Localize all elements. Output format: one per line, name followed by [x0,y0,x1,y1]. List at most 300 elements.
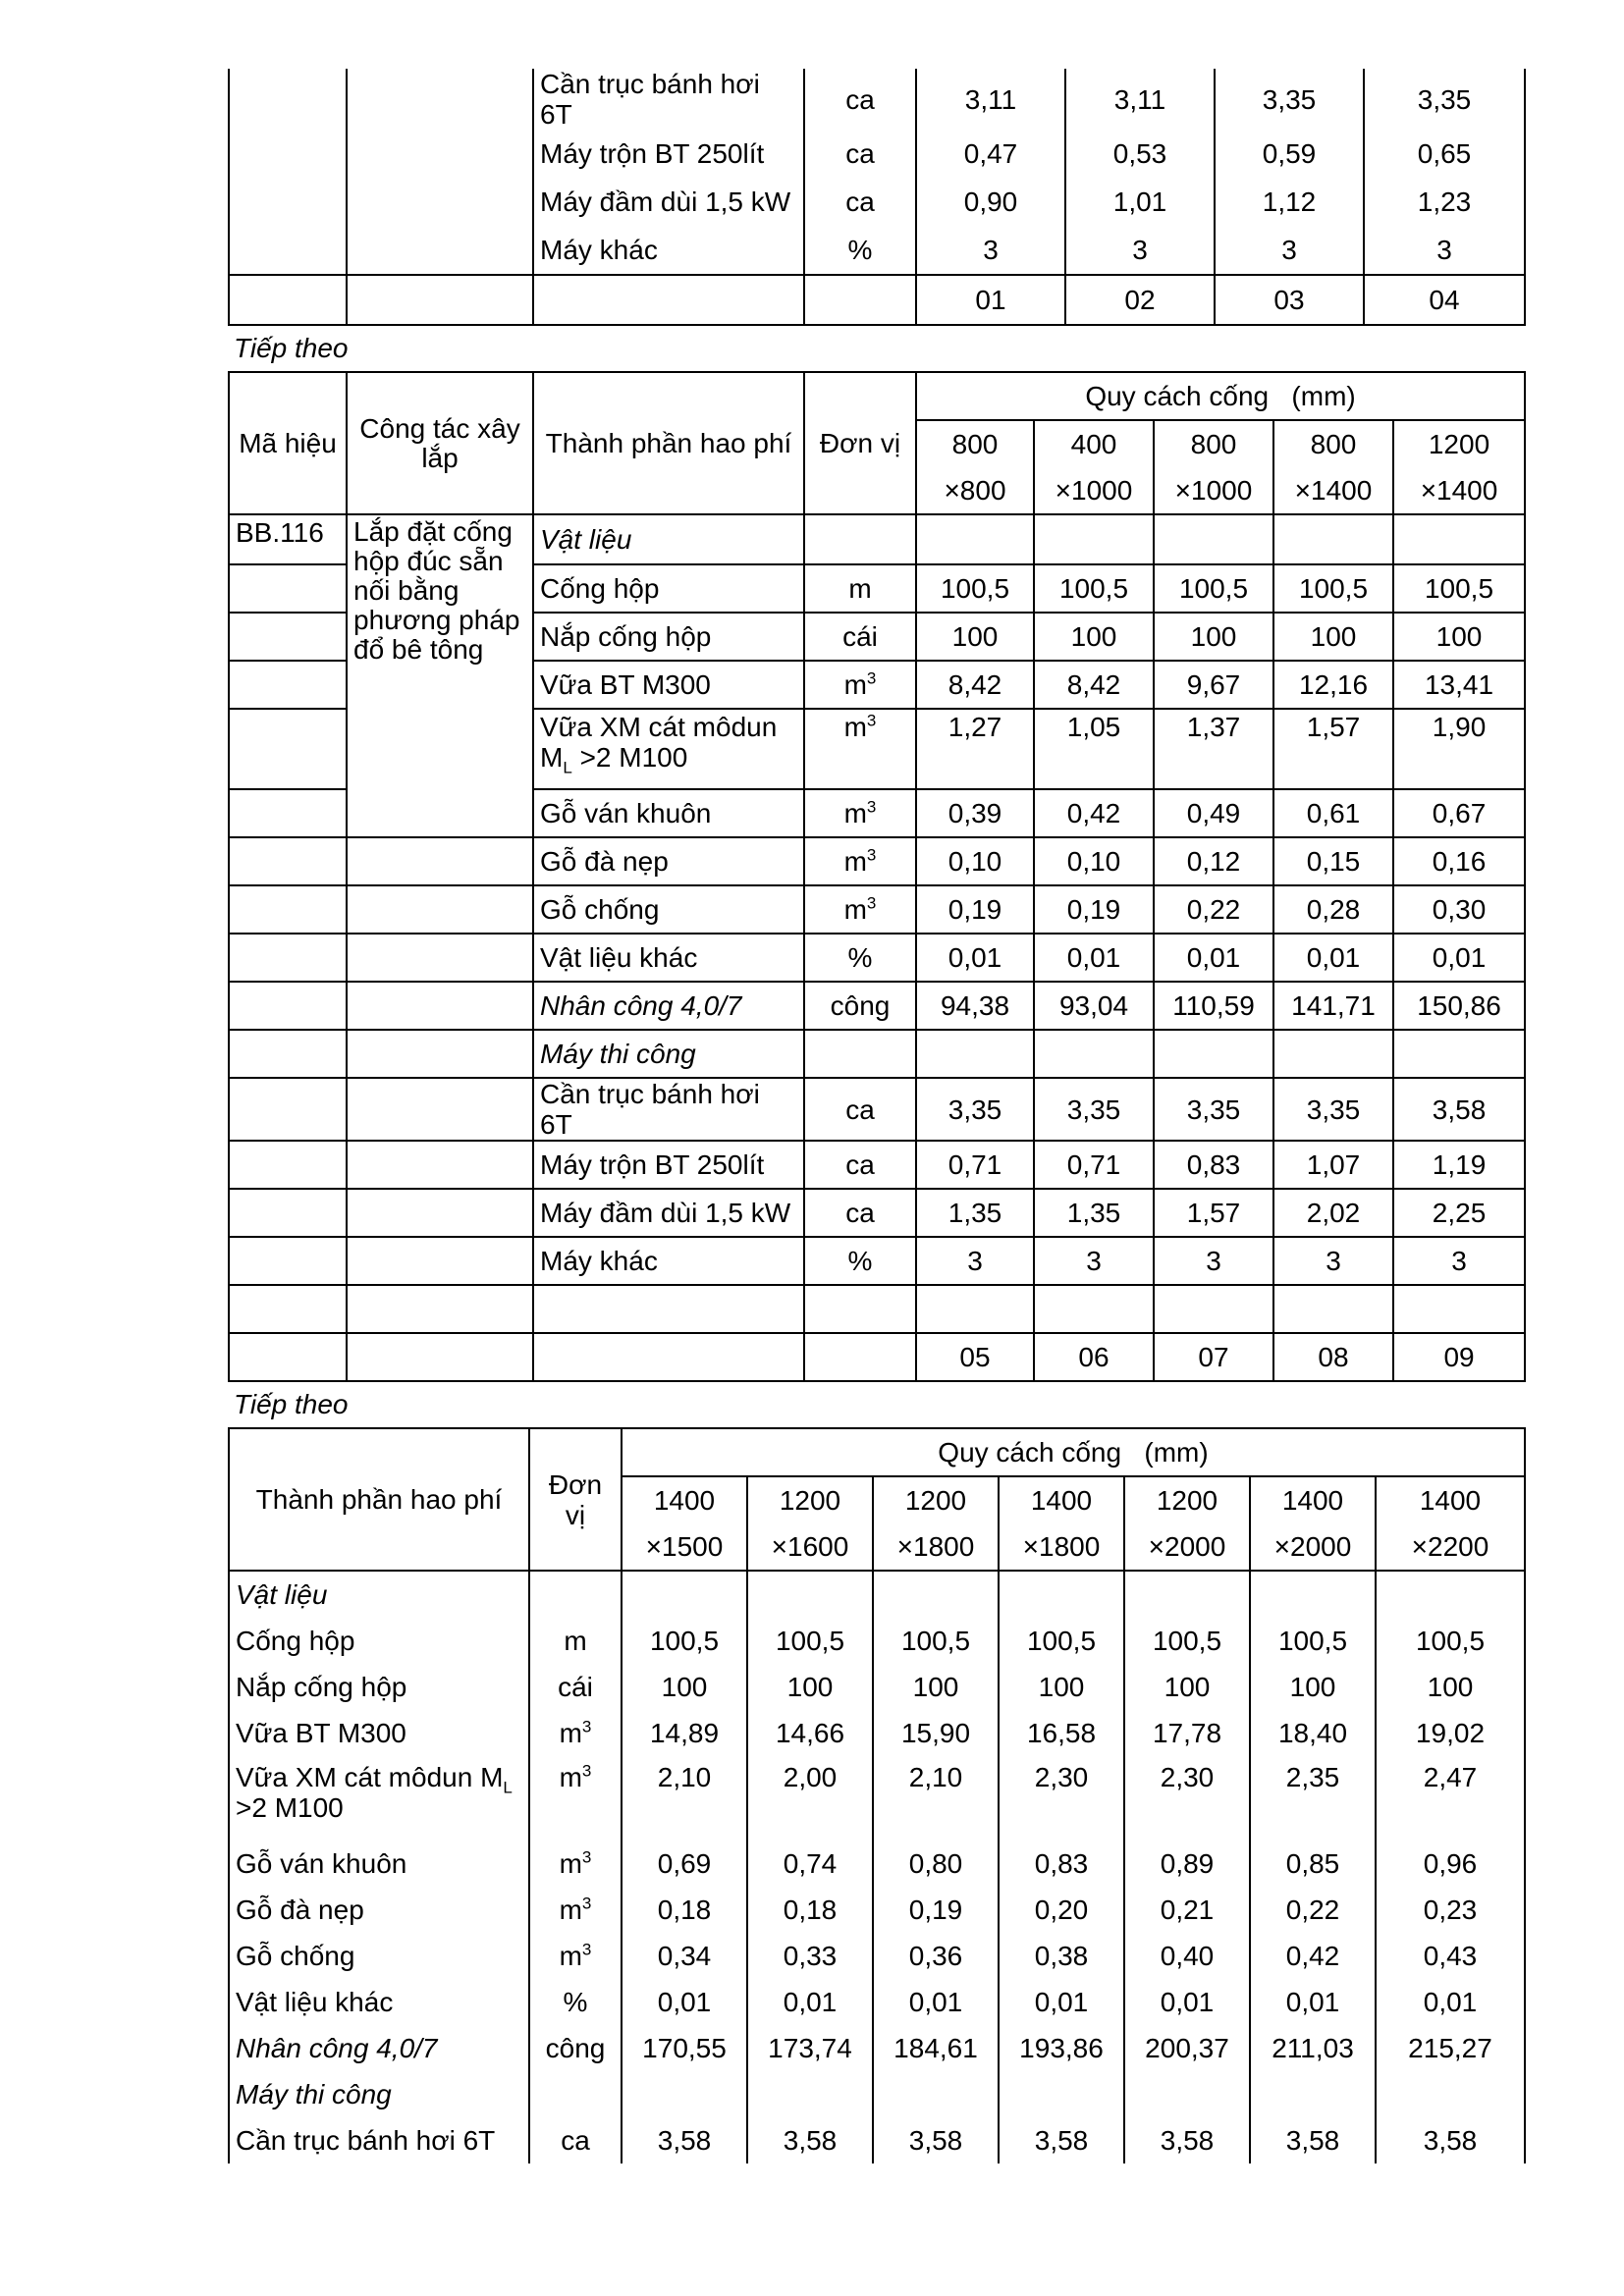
size-dimension-top: 1400 [1250,1476,1376,1523]
value-cell: 0,71 [1034,1141,1154,1189]
unit-cell: ca [804,178,916,226]
unit-cell: $m^3$ [529,1710,622,1756]
value-cell: 0,10 [916,837,1034,885]
unit-cell: cái [804,613,916,661]
component-name: Máy trộn BT 250lít [533,1141,804,1189]
table-row [229,2117,1525,2163]
value-cell: 0,96 [1376,1841,1525,1887]
value-cell: 141,71 [1273,982,1393,1030]
norm-table-3 [228,1427,1526,2163]
size-dimension-bottom: ×1500 [622,1523,747,1571]
value-cell [916,1285,1034,1333]
column-code: 01 [916,275,1065,325]
value-cell [1250,1571,1376,1618]
value-cell: 2,47 [1376,1756,1525,1841]
component-name: Vật liệu khác [533,934,804,982]
value-cell: 0,01 [747,1979,873,2025]
size-dimension-bottom: ×2000 [1124,1523,1250,1571]
value-cell: 0,42 [1250,1933,1376,1979]
empty-cell [533,275,804,325]
value-cell: 100 [999,1664,1124,1710]
unit-cell: $m^3$ [529,1756,622,1841]
value-cell: 215,27 [1376,2025,1525,2071]
value-cell: 150,86 [1393,982,1525,1030]
description-cell [347,885,533,934]
unit-cell: ca [804,1141,916,1189]
value-cell: 100,5 [1034,564,1154,613]
value-cell [1154,514,1273,564]
size-dimension-top: 1200 [873,1476,999,1523]
header-quy-cach: Quy cách cống (mm) [916,372,1525,420]
description-cell [347,1141,533,1189]
value-cell: 3,35 [1154,1078,1273,1141]
value-cell [1154,1030,1273,1078]
value-cell: 3,58 [747,2117,873,2163]
value-cell: 3,58 [1393,1078,1525,1141]
value-cell: 110,59 [1154,982,1273,1030]
value-cell: 100,5 [1273,564,1393,613]
value-cell: 1,90 [1393,709,1525,789]
value-cell: 0,01 [999,1979,1124,2025]
table-row [229,226,1525,275]
table-row [229,130,1525,178]
unit-cell: % [804,226,916,275]
value-cell: 1,35 [916,1189,1034,1237]
header-thanh-phan: Thành phần hao phí [229,1428,529,1571]
value-cell: 1,23 [1364,178,1525,226]
unit-cell: m [804,564,916,613]
unit-cell: công [529,2025,622,2071]
component-name [533,1285,804,1333]
value-cell: 100 [1034,613,1154,661]
component-name: Gỗ đà nẹp [229,1887,529,1933]
size-dimension-top: 800 [1273,420,1393,467]
value-cell: 0,01 [1124,1979,1250,2025]
table-row [229,1333,1525,1381]
value-cell: 2,25 [1393,1189,1525,1237]
size-dimension-top: 1200 [1393,420,1525,467]
value-cell: 3 [1065,226,1215,275]
table-row [229,1285,1525,1333]
value-cell: 100,5 [622,1618,747,1664]
section-heading: Vật liệu [533,514,804,564]
table-row [229,514,1525,564]
value-cell: 12,16 [1273,661,1393,709]
empty-cell [804,275,916,325]
value-cell: 8,42 [916,661,1034,709]
size-dimension-bottom: ×1400 [1273,467,1393,514]
value-cell: 0,22 [1250,1887,1376,1933]
component-name: Máy khác [533,1237,804,1285]
unit-cell: m [529,1618,622,1664]
value-cell: 94,38 [916,982,1034,1030]
value-cell: 0,10 [1034,837,1154,885]
value-cell: 0,90 [916,178,1065,226]
value-cell [1376,2071,1525,2117]
value-cell: 0,30 [1393,885,1525,934]
component-name: Cống hộp [229,1618,529,1664]
value-cell: 0,28 [1273,885,1393,934]
code-cell [229,661,347,709]
size-dimension-bottom: ×1600 [747,1523,873,1571]
unit-cell: ca [804,1078,916,1141]
value-cell: 2,30 [1124,1756,1250,1841]
value-cell: 3,58 [873,2117,999,2163]
table-row [229,1756,1525,1841]
size-dimension-top: 1200 [747,1476,873,1523]
code-cell [229,69,347,130]
value-cell: 17,78 [1124,1710,1250,1756]
description-cell [347,1237,533,1285]
value-cell: 0,01 [1154,934,1273,982]
value-cell [1393,514,1525,564]
unit-cell: $m^3$ [804,837,916,885]
value-cell: 100 [1273,613,1393,661]
value-cell: 184,61 [873,2025,999,2071]
component-name: Nắp cống hộp [533,613,804,661]
component-name: Nhân công 4,0/7 [533,982,804,1030]
value-cell: 0,15 [1273,837,1393,885]
value-cell: 100 [1250,1664,1376,1710]
value-cell [1154,1285,1273,1333]
value-cell [1273,1285,1393,1333]
value-cell: 3 [1273,1237,1393,1285]
value-cell: 0,33 [747,1933,873,1979]
value-cell: 1,27 [916,709,1034,789]
value-cell [622,2071,747,2117]
value-cell: 0,38 [999,1933,1124,1979]
column-code: 09 [1393,1333,1525,1381]
value-cell [1034,1030,1154,1078]
value-cell: 0,01 [1034,934,1154,982]
unit-cell [804,514,916,564]
value-cell: 2,35 [1250,1756,1376,1841]
code-cell [229,1237,347,1285]
value-cell: 19,02 [1376,1710,1525,1756]
value-cell: 211,03 [1250,2025,1376,2071]
unit-cell: ca [804,130,916,178]
value-cell: 3,35 [1215,69,1364,130]
value-cell: 200,37 [1124,2025,1250,2071]
value-cell [999,2071,1124,2117]
header-quy-cach: Quy cách cống (mm) [622,1428,1525,1476]
description-cell [347,226,533,275]
table-row [229,1237,1525,1285]
continuation-label: Tiếp theo [234,333,349,363]
table-row [229,1664,1525,1710]
value-cell [1273,1030,1393,1078]
size-dimension-bottom: ×1400 [1393,467,1525,514]
size-dimension-bottom: ×1800 [873,1523,999,1571]
header-don-vi: Đơn vị [529,1428,622,1571]
component-name: Máy trộn BT 250lít [533,130,804,178]
code-cell [229,934,347,982]
size-dimension-bottom: ×2000 [1250,1523,1376,1571]
description-cell [347,130,533,178]
description-cell [347,1333,533,1381]
value-cell: 2,10 [622,1756,747,1841]
empty-cell [347,275,533,325]
value-cell: 0,40 [1124,1933,1250,1979]
unit-cell [529,2071,622,2117]
value-cell: 8,42 [1034,661,1154,709]
value-cell: 0,71 [916,1141,1034,1189]
value-cell [1124,1571,1250,1618]
value-cell: 0,36 [873,1933,999,1979]
value-cell: 0,01 [873,1979,999,2025]
value-cell: 100,5 [916,564,1034,613]
value-cell: 100,5 [1250,1618,1376,1664]
value-cell: 100,5 [1124,1618,1250,1664]
value-cell: 3,35 [1364,69,1525,130]
table-row [229,1618,1525,1664]
unit-cell: $m^3$ [804,709,916,789]
unit-cell: $m^3$ [804,661,916,709]
code-cell [229,1285,347,1333]
table-row [229,1887,1525,1933]
value-cell: 0,18 [622,1887,747,1933]
value-cell: 3,35 [1034,1078,1154,1141]
value-cell: 0,19 [916,885,1034,934]
table-row [229,1078,1525,1141]
value-cell: 100 [1124,1664,1250,1710]
value-cell: 0,20 [999,1887,1124,1933]
value-cell: 170,55 [622,2025,747,2071]
value-cell [1124,2071,1250,2117]
value-cell: 1,57 [1273,709,1393,789]
value-cell: 100,5 [1154,564,1273,613]
value-cell: 100 [1376,1664,1525,1710]
column-code: 07 [1154,1333,1273,1381]
value-cell: 0,39 [916,789,1034,837]
description-cell [347,178,533,226]
value-cell: 0,42 [1034,789,1154,837]
component-name: Vữa XM cát môdun $M_L >2$ M100 [533,709,804,789]
component-name: Cống hộp [533,564,804,613]
value-cell: 3,58 [622,2117,747,2163]
table-row [229,837,1525,885]
value-cell: 1,07 [1273,1141,1393,1189]
value-cell [916,514,1034,564]
value-cell: 0,01 [1250,1979,1376,2025]
component-name: Máy đầm dùi 1,5 kW [533,1189,804,1237]
value-cell: 3,58 [1376,2117,1525,2163]
code-cell [229,1078,347,1141]
unit-cell [529,1571,622,1618]
value-cell [999,1571,1124,1618]
continuation-label: Tiếp theo [234,1389,349,1419]
value-cell: 3 [916,1237,1034,1285]
value-cell: 3,35 [916,1078,1034,1141]
value-cell: 0,69 [622,1841,747,1887]
value-cell: 0,59 [1215,130,1364,178]
value-cell: 0,01 [622,1979,747,2025]
code-cell [229,130,347,178]
value-cell: 3,35 [1273,1078,1393,1141]
code-cell [229,885,347,934]
table-row [229,1189,1525,1237]
size-dimension-bottom: ×1000 [1154,467,1273,514]
table-row [229,885,1525,934]
value-cell: 1,05 [1034,709,1154,789]
norm-table-2 [228,371,1526,1382]
component-name: Cần trục bánh hơi 6T [533,69,804,130]
value-cell: 3 [1154,1237,1273,1285]
component-name: Máy khác [533,226,804,275]
value-cell: 2,00 [747,1756,873,1841]
unit-cell: $m^3$ [529,1933,622,1979]
code-cell [229,226,347,275]
value-cell: 18,40 [1250,1710,1376,1756]
unit-cell: $m^3$ [529,1841,622,1887]
component-name: Cần trục bánh hơi 6T [229,2117,529,2163]
document-page [228,69,1524,2163]
component-name: Cần trục bánh hơi 6T [533,1078,804,1141]
unit-cell [804,1030,916,1078]
value-cell: 173,74 [747,2025,873,2071]
value-cell: 2,10 [873,1756,999,1841]
value-cell: 0,80 [873,1841,999,1887]
value-cell [1034,1285,1154,1333]
value-cell: 100,5 [999,1618,1124,1664]
value-cell: 100 [747,1664,873,1710]
value-cell: 100,5 [747,1618,873,1664]
code-row [229,275,1525,325]
column-code: 04 [1364,275,1525,325]
value-cell: 3 [1393,1237,1525,1285]
component-name: Gỗ chống [229,1933,529,1979]
value-cell [1273,514,1393,564]
table-row [229,934,1525,982]
value-cell: 100 [1154,613,1273,661]
value-cell: 1,35 [1034,1189,1154,1237]
value-cell: 0,19 [873,1887,999,1933]
value-cell: 0,01 [1273,934,1393,982]
size-dimension-bottom: ×1800 [999,1523,1124,1571]
column-code: 02 [1065,275,1215,325]
value-cell [1250,2071,1376,2117]
column-code: 05 [916,1333,1034,1381]
size-dimension-top: 1200 [1124,1476,1250,1523]
description-cell: Lắp đặt cống hộp đúc sẵn nối bằng phương pháp đổ bê tông [347,514,533,837]
component-name: Gỗ ván khuôn [229,1841,529,1887]
unit-cell: % [804,934,916,982]
value-cell: 0,22 [1154,885,1273,934]
description-cell [347,1285,533,1333]
empty-cell [229,275,347,325]
header-cong-tac: Công tác xây lắp [347,372,533,514]
column-code: 08 [1273,1333,1393,1381]
code-cell [229,1030,347,1078]
description-cell [347,837,533,885]
unit-cell: % [804,1237,916,1285]
description-cell [347,69,533,130]
size-dimension-top: 800 [1154,420,1273,467]
section-heading: Vật liệu [229,1571,529,1618]
code-cell [229,982,347,1030]
value-cell [622,1571,747,1618]
value-cell: 0,61 [1273,789,1393,837]
column-code: 06 [1034,1333,1154,1381]
header-thanh-phan: Thành phần hao phí [533,372,804,514]
component-name: Gỗ chống [533,885,804,934]
code-cell [229,1141,347,1189]
value-cell [1376,1571,1525,1618]
value-cell: 0,83 [999,1841,1124,1887]
value-cell [1034,514,1154,564]
table-row [229,1141,1525,1189]
code-cell [229,789,347,837]
table-row [229,1841,1525,1887]
component-name: Vữa BT M300 [229,1710,529,1756]
table-row [229,2025,1525,2071]
description-cell [347,982,533,1030]
unit-cell [804,1285,916,1333]
value-cell: 0,47 [916,130,1065,178]
value-cell: 3,11 [1065,69,1215,130]
table-row [229,178,1525,226]
value-cell: 100,5 [873,1618,999,1664]
value-cell [1393,1285,1525,1333]
description-cell [347,1189,533,1237]
value-cell: 1,19 [1393,1141,1525,1189]
value-cell: 0,01 [1376,1979,1525,2025]
code-cell [229,1189,347,1237]
value-cell: 15,90 [873,1710,999,1756]
value-cell: 0,85 [1250,1841,1376,1887]
column-code: 03 [1215,275,1364,325]
unit-cell: ca [804,1189,916,1237]
value-cell: 100 [916,613,1034,661]
table-row [229,1979,1525,2025]
norm-table-1 [228,69,1526,326]
value-cell: 100 [873,1664,999,1710]
unit-cell [804,1333,916,1381]
value-cell: 3 [1215,226,1364,275]
value-cell: 1,57 [1154,1189,1273,1237]
size-dimension-top: 1400 [1376,1476,1525,1523]
value-cell: 100,5 [1393,564,1525,613]
size-dimension-bottom: ×800 [916,467,1034,514]
size-dimension-top: 1400 [999,1476,1124,1523]
value-cell: 9,67 [1154,661,1273,709]
value-cell: 3 [1034,1237,1154,1285]
value-cell [747,1571,873,1618]
value-cell: 193,86 [999,2025,1124,2071]
value-cell: 0,34 [622,1933,747,1979]
value-cell: 3,58 [1124,2117,1250,2163]
component-name: Nắp cống hộp [229,1664,529,1710]
table-row [229,982,1525,1030]
table-row [229,1710,1525,1756]
value-cell: 3,58 [999,2117,1124,2163]
unit-cell: $m^3$ [529,1887,622,1933]
value-cell [916,1030,1034,1078]
value-cell: 0,12 [1154,837,1273,885]
value-cell: 100 [622,1664,747,1710]
value-cell: 3,58 [1250,2117,1376,2163]
value-cell: 2,30 [999,1756,1124,1841]
value-cell: 0,01 [1393,934,1525,982]
unit-cell: % [529,1979,622,2025]
description-cell [347,1078,533,1141]
value-cell: 100 [1393,613,1525,661]
component-name: Vữa XM cát môdun $M_L >2$ M100 [229,1756,529,1841]
value-cell: 0,23 [1376,1887,1525,1933]
value-cell: 100,5 [1376,1618,1525,1664]
value-cell: 0,67 [1393,789,1525,837]
table-row [229,1030,1525,1078]
